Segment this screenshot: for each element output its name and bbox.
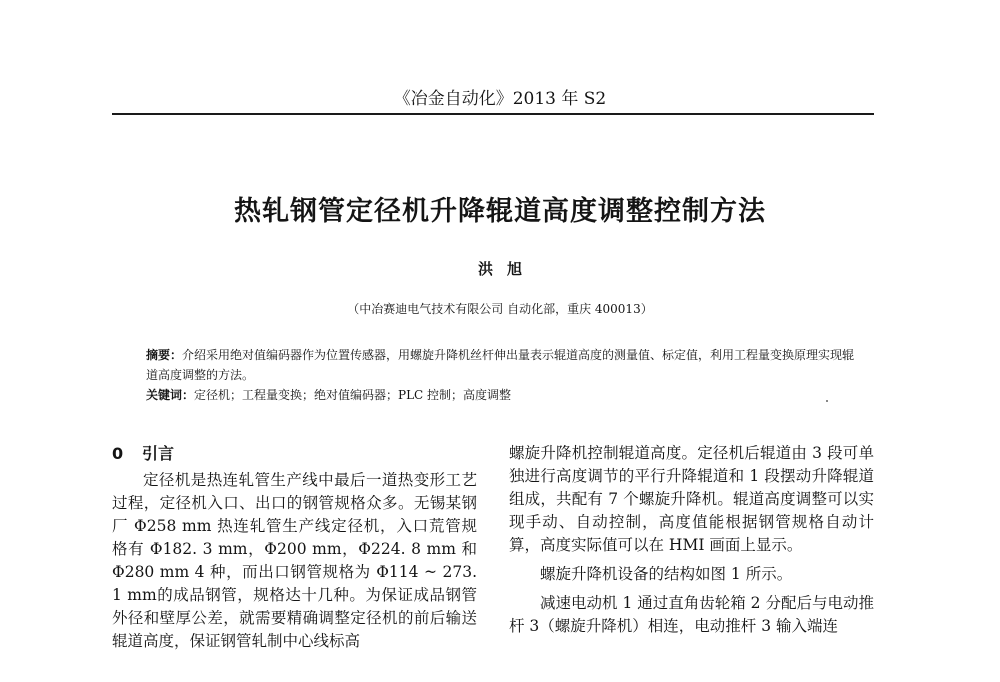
section-heading xyxy=(112,442,477,465)
scan-speck xyxy=(826,400,828,402)
abstract-label: 摘要： xyxy=(146,348,183,362)
left-column xyxy=(112,442,477,653)
keywords-text: 定径机；工程量变换；绝对值编码器；PLC 控制；高度调整 xyxy=(194,388,512,402)
paper-title: 热轧钢管定径机升降辊道高度调整控制方法 xyxy=(234,196,766,227)
mechanism-paragraph: 减速电动机 1 通过直角齿轮箱 2 分配后与电动推杆 3（螺旋升降机）相连，电动推杆 3 输入端连 xyxy=(509,594,874,635)
abstract xyxy=(146,345,864,385)
author-name: 洪旭 xyxy=(477,260,536,278)
author-affiliation: （中冶赛迪电气技术有限公司 自动化部，重庆 400013） xyxy=(347,302,653,316)
right-column xyxy=(509,442,874,638)
abstract-block xyxy=(146,345,864,405)
section-number: 0 xyxy=(112,444,124,463)
keywords-label: 关键词： xyxy=(146,388,195,402)
header-rule xyxy=(112,113,874,115)
continued-paragraph: 螺旋升降机控制辊道高度。定径机后辊道由 3 段可单独进行高度调节的平行升降辊道和 1 段摆动升降辊道组成，共配有 7 个螺旋升降机。辊道高度调整可以实现手动、自动控制，高度值能根据钢管规格自动计算，高度实际值可以在 HMI 画面上显示。 xyxy=(509,444,874,554)
keywords xyxy=(146,385,864,405)
abstract-text: 介绍采用绝对值编码器作为位置传感器，用螺旋升降机丝杆伸出量表示辊道高度的测量值、标定值，利用工程量变换原理实现辊道高度调整的方法。 xyxy=(146,348,855,382)
section-title: 引言 xyxy=(142,444,175,463)
figure-reference-paragraph: 螺旋升降机设备的结构如图 1 所示。 xyxy=(540,565,793,583)
journal-header: 《冶金自动化》2013 年 S2 xyxy=(393,89,607,109)
intro-paragraph: 定径机是热连轧管生产线中最后一道热变形工艺过程，定径机入口、出口的钢管规格众多。无锡某钢厂 Φ258 mm 热连轧管生产线定径机，入口荒管规格有 Φ182. 3 mm，Φ200 mm，Φ224. 8 mm 和 Φ280 mm 4 种，而出口钢管规格为 Φ114 ~ 273. 1 mm的成品钢管，规格达十几种。为保证成品钢管外径和壁厚公差，就需要精确调整定径机的前后输送辊道高度，保证钢管轧制中心线标高 xyxy=(112,471,477,650)
